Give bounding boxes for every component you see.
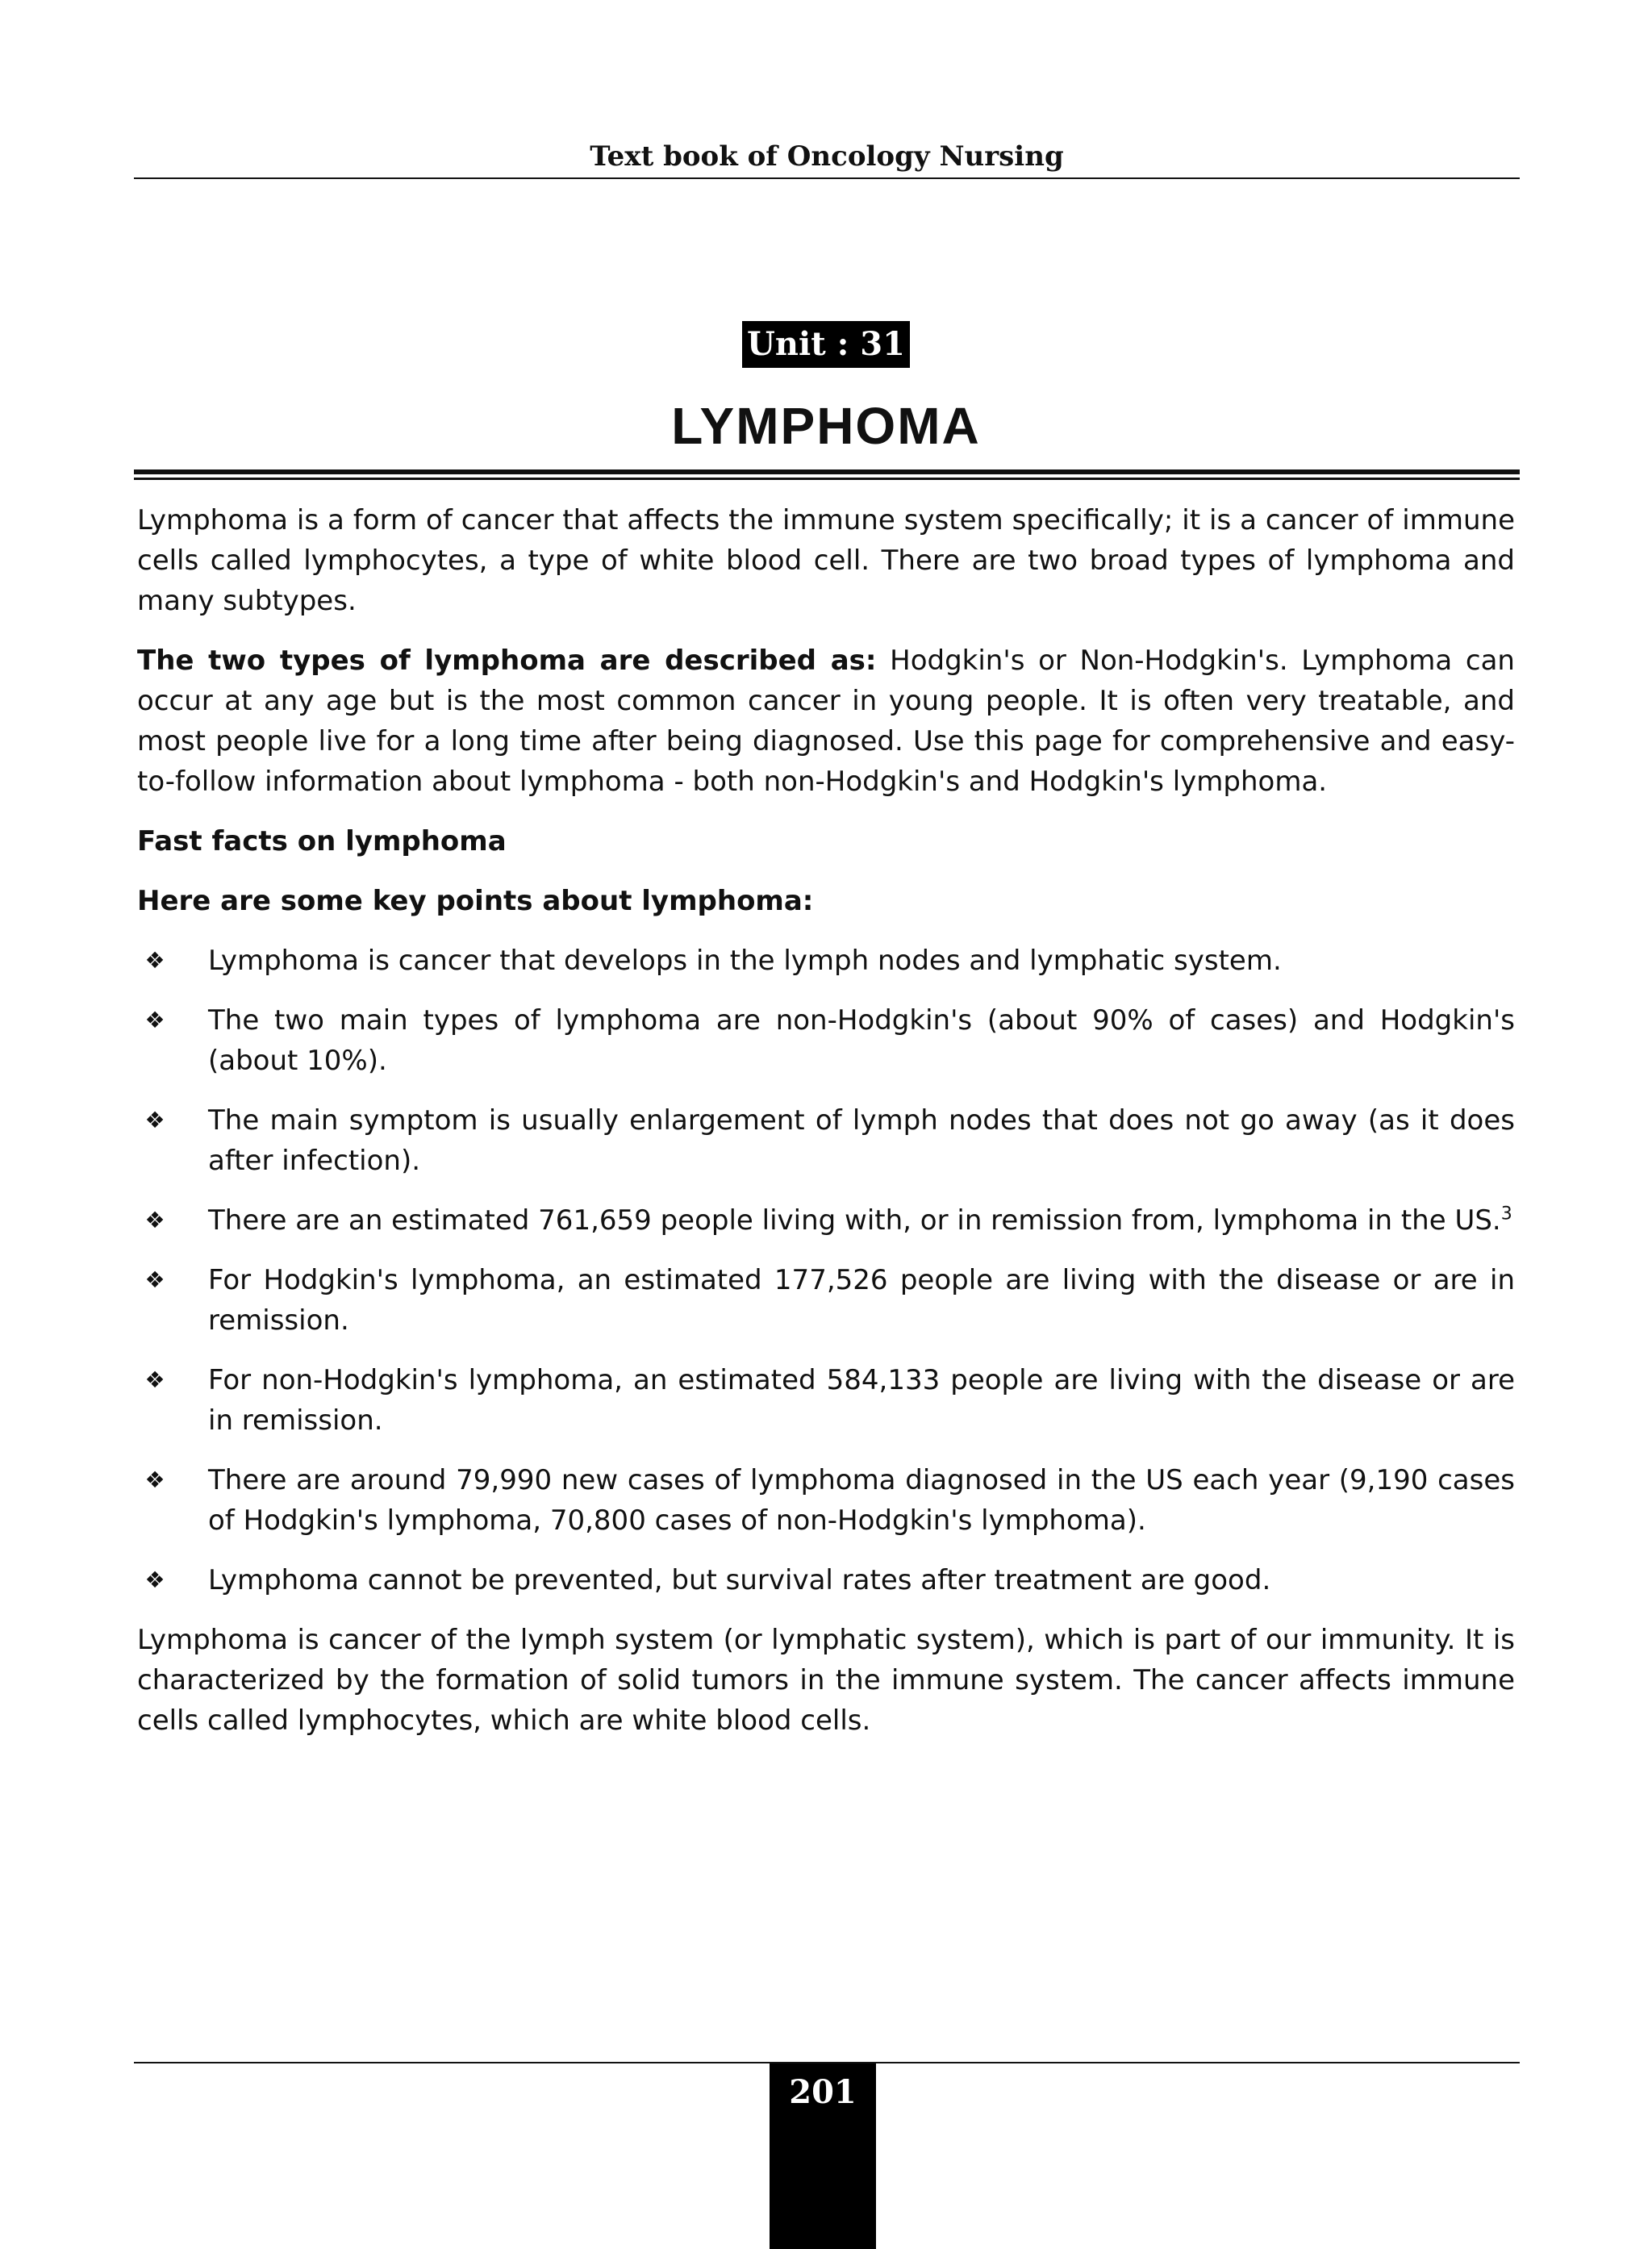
chapter-title: LYMPHOMA — [671, 397, 981, 455]
title-rule-thin — [134, 478, 1520, 480]
list-item — [137, 1460, 1515, 1541]
intro-paragraph: Lymphoma is a form of cancer that affects the immune system specifically; it is a cancer of immune cells called lymphocytes, a type of white blood cell. There are two broad types of lymphoma and many subtypes. — [137, 504, 1515, 617]
list-item — [137, 1260, 1515, 1341]
diamond-bullet-icon: ❖ — [144, 947, 165, 974]
diamond-bullet-icon: ❖ — [144, 1207, 165, 1233]
list-item — [137, 1360, 1515, 1441]
running-header: Text book of Oncology Nursing — [134, 136, 1520, 179]
title-rule — [134, 469, 1520, 482]
list-item — [137, 1000, 1515, 1081]
body-content — [137, 500, 1515, 1760]
list-item — [137, 1560, 1515, 1600]
key-points-heading: Here are some key points about lymphoma: — [137, 885, 814, 917]
list-item-text: Lymphoma cannot be prevented, but survival rates after treatment are good. — [208, 1564, 1271, 1596]
footnote-ref: 3 — [1500, 1204, 1512, 1225]
unit-label — [0, 321, 1652, 368]
list-item-text: For non-Hodgkin's lymphoma, an estimated 584,133 people are living with the disease or are in remission. — [208, 1364, 1515, 1437]
list-item — [137, 1200, 1515, 1241]
list-item-text: There are an estimated 761,659 people living with, or in remission from, lymphoma in the US. — [208, 1204, 1501, 1237]
diamond-bullet-icon: ❖ — [144, 1467, 165, 1493]
diamond-bullet-icon: ❖ — [144, 1007, 165, 1033]
list-item-text: The two main types of lymphoma are non-Hodgkin's (about 90% of cases) and Hodgkin's (about 10%). — [208, 1004, 1515, 1077]
list-item-text: There are around 79,990 new cases of lymphoma diagnosed in the US each year (9,190 cases of Hodgkin's lymphoma, 70,800 cases of non-Hodgkin's lymphoma). — [208, 1464, 1515, 1537]
title-rule-thick — [134, 469, 1520, 474]
closing-paragraph: Lymphoma is cancer of the lymph system (or lymphatic system), which is part of our immunity. It is characterized by the formation of solid tumors in the immune system. The cancer affects immune cells called lymphocytes, which are white blood cells. — [137, 1624, 1515, 1737]
list-item — [137, 1100, 1515, 1181]
list-item-text: Lymphoma is cancer that develops in the lymph nodes and lymphatic system. — [208, 945, 1282, 977]
list-item-text: The main symptom is usually enlargement of lymph nodes that does not go away (as it does after infection). — [208, 1104, 1515, 1177]
list-item-text: For Hodgkin's lymphoma, an estimated 177,526 people are living with the disease or are in remission. — [208, 1264, 1515, 1337]
types-paragraph — [137, 640, 1515, 802]
diamond-bullet-icon: ❖ — [144, 1567, 165, 1593]
diamond-bullet-icon: ❖ — [144, 1367, 165, 1393]
key-points-list — [137, 941, 1515, 1600]
types-lead: The two types of lymphoma are described as: — [137, 645, 877, 677]
fast-facts-heading: Fast facts on lymphoma — [137, 825, 507, 857]
diamond-bullet-icon: ❖ — [144, 1107, 165, 1133]
list-item — [137, 941, 1515, 981]
types-text: Hodgkin's or Non-Hodgkin's. Lymphoma can occur at any age but is the most common cancer in young people. It is often very treatable, and most people live for a long time after being diagnosed. Use this page for comprehensive and easy-to-follow information about lymphoma - both non-Hodgkin's and Hodgkin's lymphoma. — [137, 645, 1515, 798]
page-number: 201 — [770, 2063, 876, 2249]
diamond-bullet-icon: ❖ — [144, 1266, 165, 1293]
unit-label-text: Unit : 31 — [742, 321, 910, 368]
